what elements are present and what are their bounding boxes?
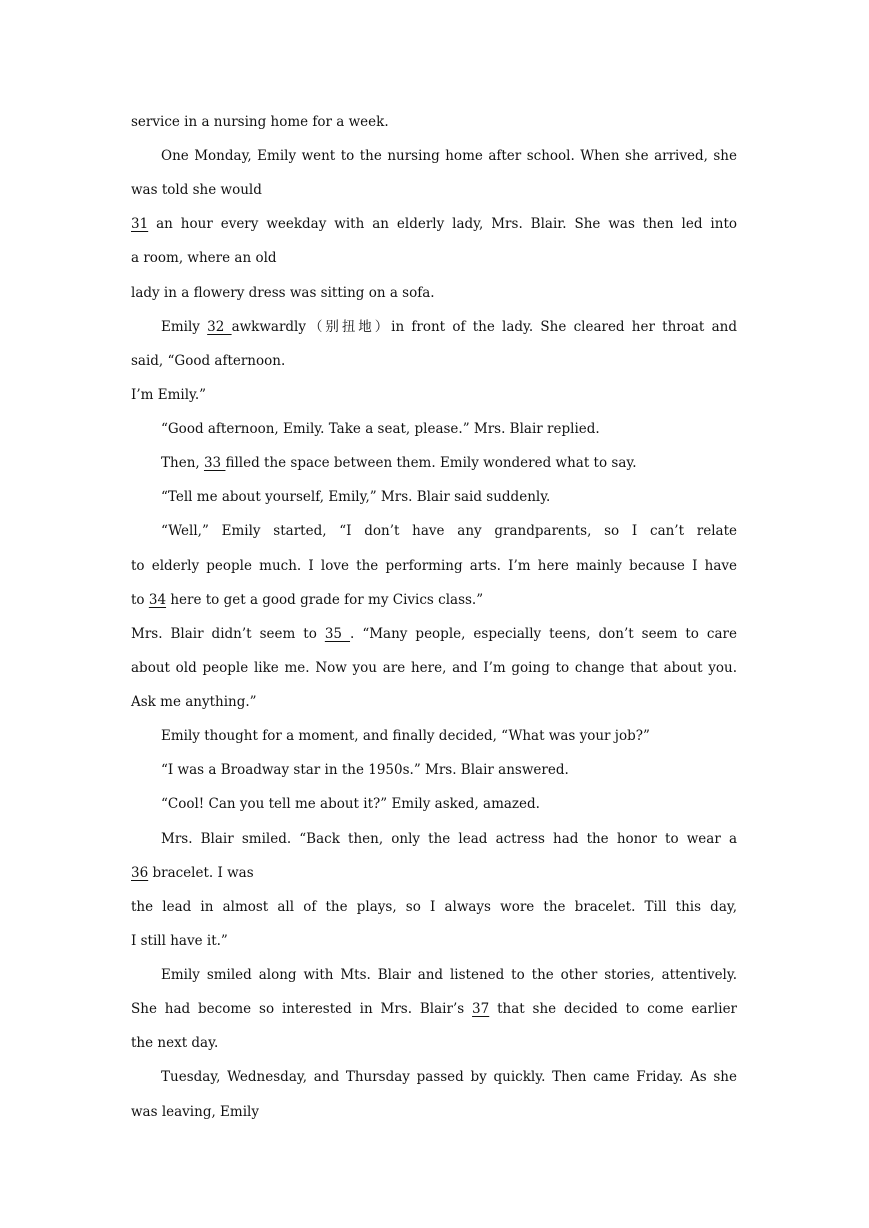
text-line: “Well,” Emily started, “I don’t have any grandparents, so I can’t relate <box>161 523 737 539</box>
text-line: “Cool! Can you tell me about it?” Emily asked, amazed. <box>161 796 540 812</box>
text-line: 36 bracelet. I was <box>131 865 254 881</box>
text-line: “Tell me about yourself, Emily,” Mrs. Blair said suddenly. <box>161 489 551 505</box>
text-line: to elderly people much. I love the performing arts. I’m here mainly because I have <box>131 558 737 574</box>
text-line: Emily 32 awkwardly（别扭地）in front of the lady. She cleared her throat and <box>161 319 737 335</box>
text-line: Tuesday, Wednesday, and Thursday passed by quickly. Then came Friday. As she <box>161 1069 737 1085</box>
text-line: the lead in almost all of the plays, so I always wore the bracelet. Till this day, <box>131 899 737 915</box>
text-line: a room, where an old <box>131 250 277 266</box>
text-line: Emily thought for a moment, and finally decided, “What was your job?” <box>161 728 650 744</box>
text-line: She had become so interested in Mrs. Blair’s 37 that she decided to come earlier <box>131 1001 738 1017</box>
blank-35: 35 <box>324 626 351 642</box>
text-line: 31 an hour every weekday with an elderly lady, Mrs. Blair. She was then led into <box>131 216 737 232</box>
blank-36: 36 <box>131 865 149 881</box>
blank-33: 33 <box>203 455 226 471</box>
text-line: the next day. <box>131 1035 219 1051</box>
text-line: Then, 33 filled the space between them. Emily wondered what to say. <box>161 455 637 471</box>
text-line: I still have it.” <box>131 933 228 949</box>
text-line: “I was a Broadway star in the 1950s.” Mrs. Blair answered. <box>161 762 569 778</box>
text-line: was told she would <box>131 182 262 198</box>
text-line: Mrs. Blair didn’t seem to 35 . “Many people, especially teens, don’t seem to care <box>131 626 737 642</box>
text-line: One Monday, Emily went to the nursing home after school. When she arrived, she <box>161 148 737 164</box>
text-line: was leaving, Emily <box>131 1104 259 1120</box>
text-line: Mrs. Blair smiled. “Back then, only the lead actress had the honor to wear a <box>161 831 737 847</box>
text-line: I’m Emily.” <box>131 387 207 403</box>
text-line: Emily smiled along with Mts. Blair and listened to the other stories, attentively. <box>161 967 737 983</box>
text-line: lady in a flowery dress was sitting on a sofa. <box>131 285 435 301</box>
text-line: Ask me anything.” <box>131 694 257 710</box>
blank-32: 32 <box>207 319 232 335</box>
blank-37: 37 <box>472 1001 490 1017</box>
blank-34: 34 <box>148 592 167 608</box>
text-line: to 34 here to get a good grade for my Civics class.” <box>131 592 484 608</box>
blank-31: 31 <box>131 216 149 232</box>
text-line: about old people like me. Now you are here, and I’m going to change that about you. <box>131 660 737 676</box>
text-line: “Good afternoon, Emily. Take a seat, please.” Mrs. Blair replied. <box>161 421 600 437</box>
text-line: service in a nursing home for a week. <box>131 114 389 130</box>
text-line: said, “Good afternoon. <box>131 353 286 369</box>
